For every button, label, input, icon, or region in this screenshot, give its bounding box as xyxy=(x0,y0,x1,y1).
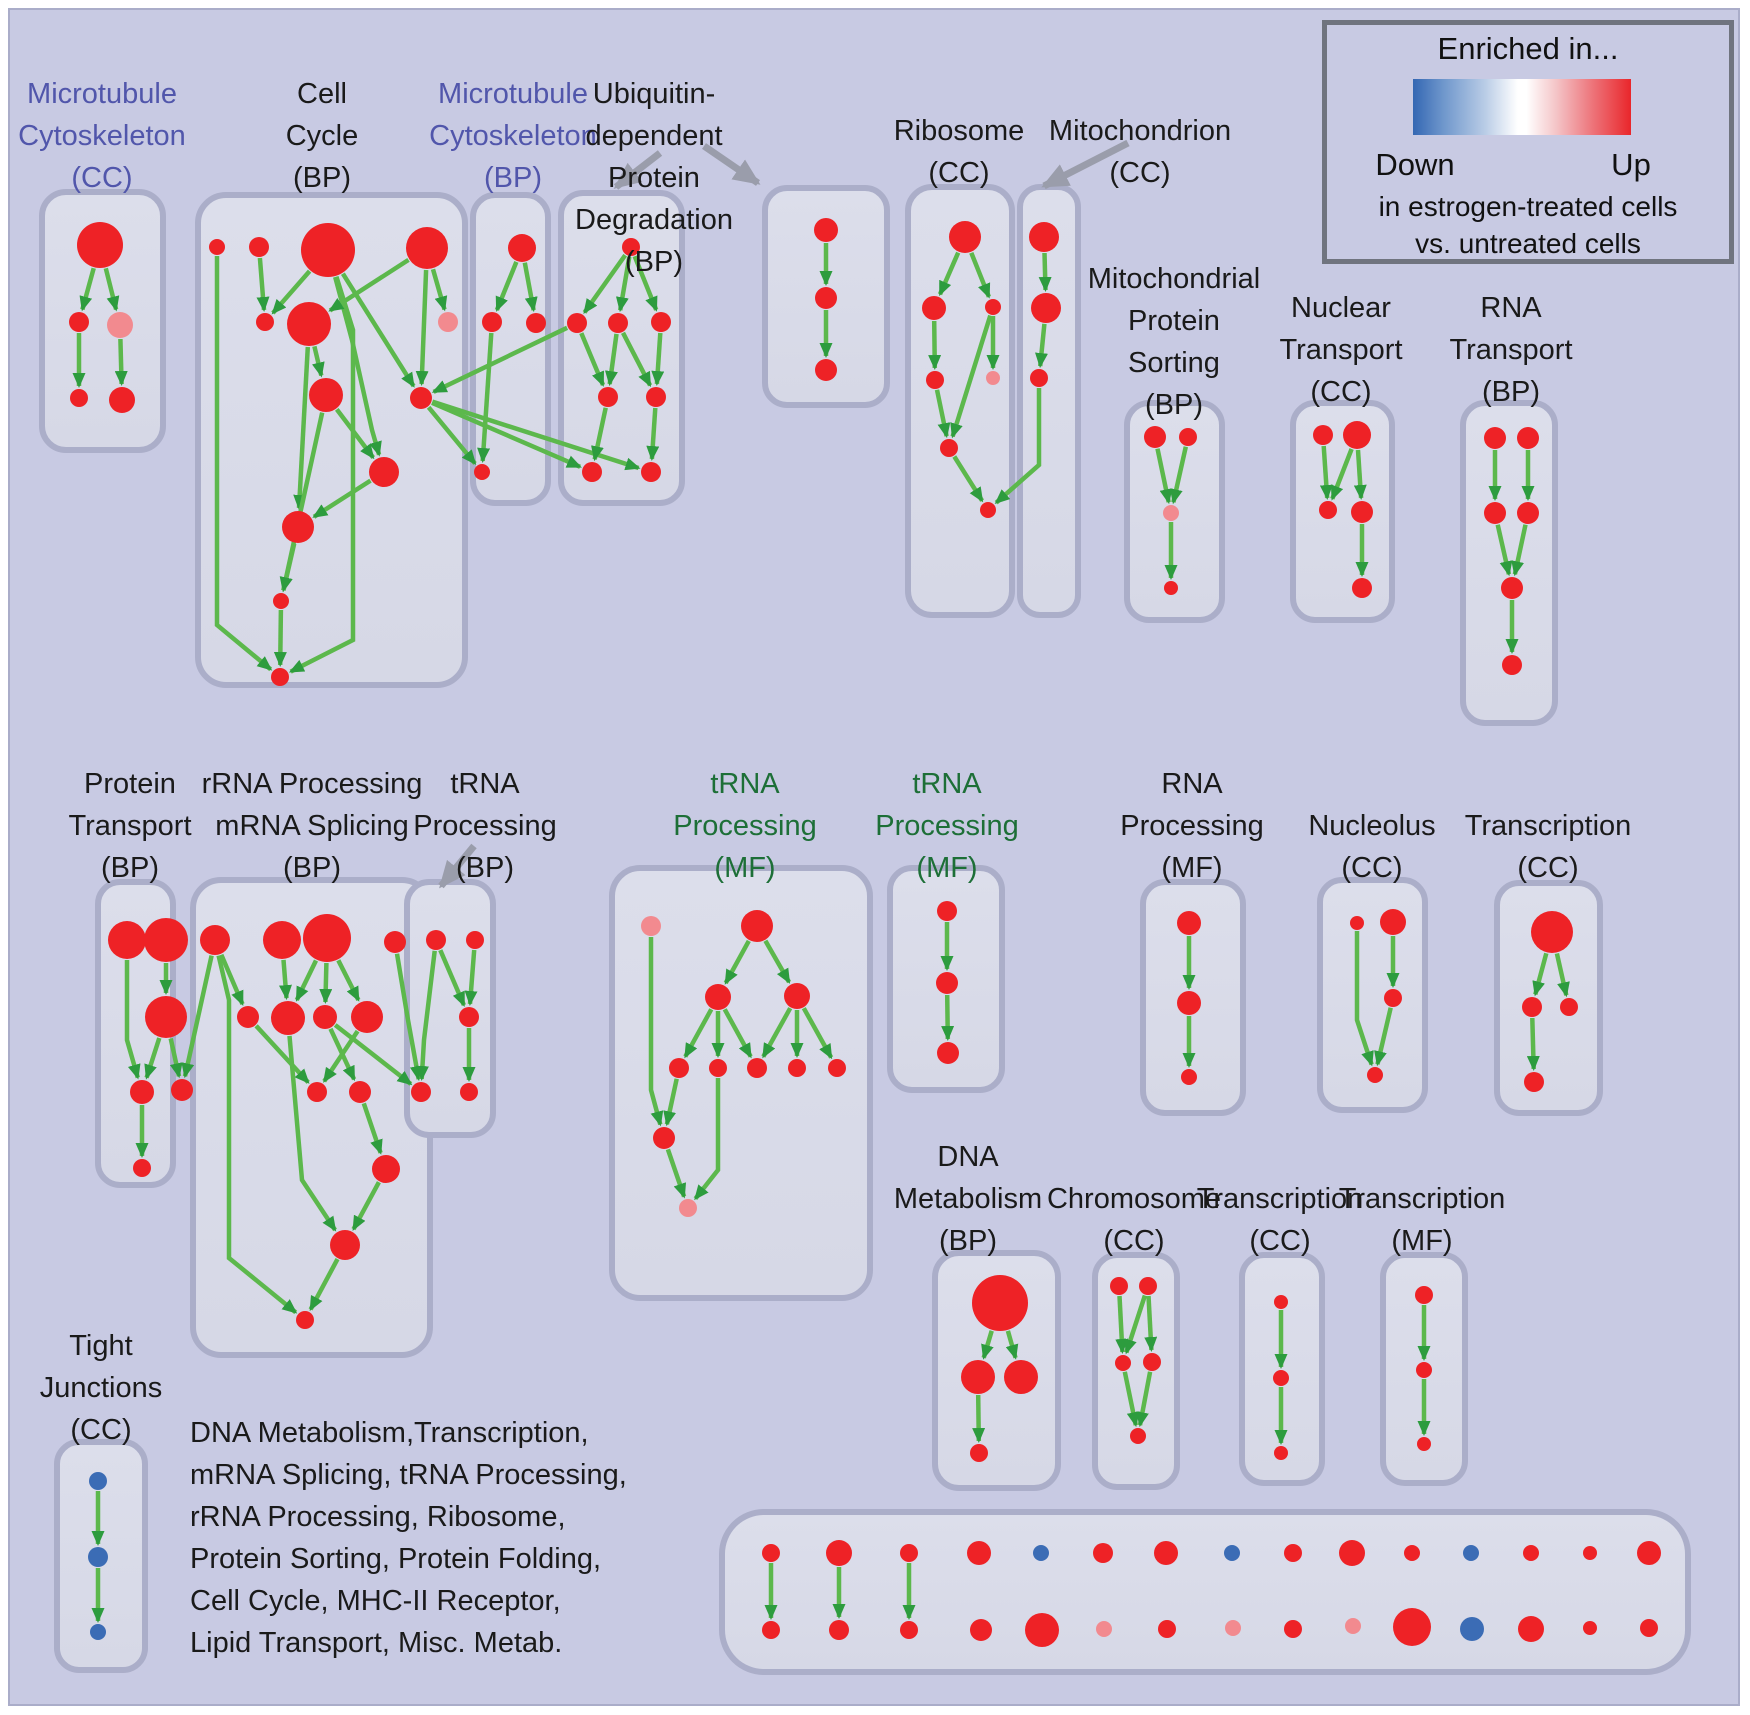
cluster-list-line: DNA Metabolism,Transcription, xyxy=(190,1417,589,1449)
node-ch3 xyxy=(1115,1355,1131,1371)
node-c3 xyxy=(301,223,355,277)
node-rt6 xyxy=(1502,655,1522,675)
node-pt2 xyxy=(144,918,188,962)
node-d4 xyxy=(970,1444,988,1462)
node-ch2 xyxy=(1139,1277,1157,1295)
edge-nt2-nt4 xyxy=(1358,450,1361,498)
node-w2 xyxy=(1416,1362,1432,1378)
node-nt3 xyxy=(1319,501,1337,519)
label-nuclear-transport-cc: Nuclear Transport (CC) xyxy=(1279,292,1403,408)
label-transcription-cc-mid: Transcription (CC) xyxy=(1464,810,1632,884)
node-tb4 xyxy=(411,1082,431,1102)
node-q2 xyxy=(1273,1370,1289,1386)
node-f2 xyxy=(741,910,773,942)
node-u8 xyxy=(641,462,661,482)
legend-subtitle-1: in estrogen-treated cells xyxy=(1378,191,1678,222)
node-w3 xyxy=(1417,1437,1431,1451)
node-v1 xyxy=(814,218,838,242)
node-d1 xyxy=(972,1275,1028,1331)
node-m4 xyxy=(474,464,490,480)
node-bw3t xyxy=(900,1544,918,1562)
node-bw9b xyxy=(1284,1620,1302,1638)
node-tb1 xyxy=(426,930,446,950)
cluster-list-line: Cell Cycle, MHC-II Receptor, xyxy=(190,1585,561,1617)
node-r5 xyxy=(986,371,1000,385)
legend-title: Enriched in... xyxy=(1437,31,1619,66)
legend xyxy=(1322,20,1734,264)
node-pt5 xyxy=(171,1079,193,1101)
node-a5 xyxy=(109,387,135,413)
node-f5 xyxy=(669,1058,689,1078)
node-m2 xyxy=(482,312,502,332)
node-bw2t xyxy=(826,1540,852,1566)
label-transcription-mf-bottom: Transcription (MF) xyxy=(1338,1183,1506,1257)
node-ru1 xyxy=(307,1082,327,1102)
node-bw15b xyxy=(1640,1619,1658,1637)
node-g2 xyxy=(936,972,958,994)
node-f7 xyxy=(747,1058,767,1078)
node-j2 xyxy=(1380,909,1406,935)
node-u5 xyxy=(598,387,618,407)
edge-r2-r4 xyxy=(934,321,935,368)
node-q1 xyxy=(1274,1295,1288,1309)
label-rna-transport-bp: RNA Transport (BP) xyxy=(1449,292,1573,408)
label-microtubule-cytoskeleton-cc: Microtubule Cytoskeleton (CC) xyxy=(18,78,186,194)
node-r2 xyxy=(922,296,946,320)
node-r7 xyxy=(980,502,996,518)
node-bw10t xyxy=(1339,1540,1365,1566)
node-bw13b xyxy=(1518,1616,1544,1642)
node-j1 xyxy=(1350,916,1364,930)
node-pt6 xyxy=(133,1159,151,1177)
node-z1 xyxy=(89,1472,107,1490)
node-h1 xyxy=(1177,911,1201,935)
node-c10 xyxy=(369,457,399,487)
legend-up-label: Up xyxy=(1611,147,1651,182)
node-r3 xyxy=(985,299,1001,315)
label-dna-metabolism-bp: DNA Metabolism (BP) xyxy=(893,1141,1043,1257)
node-bw8t xyxy=(1224,1545,1240,1561)
node-nt4 xyxy=(1351,501,1373,523)
node-c4 xyxy=(406,227,448,269)
node-t3 xyxy=(1030,369,1048,387)
node-r4 xyxy=(926,371,944,389)
node-d3 xyxy=(1004,1360,1038,1394)
node-bw9t xyxy=(1284,1544,1302,1562)
node-t2 xyxy=(1031,293,1061,323)
node-rr1 xyxy=(200,925,230,955)
edge-g2-g3 xyxy=(947,995,948,1039)
node-rt3 xyxy=(1484,502,1506,524)
label-microtubule-cytoskeleton-bp: Microtubule Cytoskeleton (BP) xyxy=(429,78,597,194)
box-nuclear-transport xyxy=(1293,403,1392,620)
node-f6 xyxy=(709,1059,727,1077)
node-g1 xyxy=(937,901,957,921)
node-rt2 xyxy=(1517,427,1539,449)
cluster-list-line: Protein Sorting, Protein Folding, xyxy=(190,1543,602,1575)
node-nt5 xyxy=(1352,578,1372,598)
label-ubiquitin-dependent-protein-degradation-bp: Ubiquitin- dependent Protein Degradation (BP) xyxy=(575,78,733,278)
node-u6 xyxy=(646,387,666,407)
node-u7 xyxy=(582,462,602,482)
legend-gradient-bar xyxy=(1413,79,1631,135)
node-r6 xyxy=(940,439,958,457)
label-mitochondrial-protein-sorting-bp: Mitochondrial Protein Sorting (BP) xyxy=(1087,263,1261,421)
node-bw3b xyxy=(900,1621,918,1639)
node-w1 xyxy=(1415,1286,1433,1304)
node-bw7b xyxy=(1158,1620,1176,1638)
node-bw4b xyxy=(970,1619,992,1641)
edge-d2-d4 xyxy=(978,1395,979,1441)
node-tb5 xyxy=(460,1083,478,1101)
node-rt5 xyxy=(1501,577,1523,599)
node-nt1 xyxy=(1313,425,1333,445)
node-v3 xyxy=(815,359,837,381)
node-bw12t xyxy=(1463,1545,1479,1561)
node-bw4t xyxy=(967,1541,991,1565)
node-rr3 xyxy=(303,914,351,962)
node-k4 xyxy=(1524,1072,1544,1092)
node-pt3 xyxy=(145,996,187,1038)
node-d2 xyxy=(961,1360,995,1394)
edge-k2-k4 xyxy=(1532,1018,1533,1069)
label-cell-cycle-bp: Cell Cycle (BP) xyxy=(285,78,359,194)
label-rna-processing-mf: RNA Processing (MF) xyxy=(1120,768,1264,884)
node-rx1 xyxy=(296,1311,314,1329)
node-m3 xyxy=(526,313,546,333)
node-rs3 xyxy=(313,1005,337,1029)
node-f4 xyxy=(784,983,810,1009)
edge-rr2-rs2 xyxy=(284,960,287,998)
label-chromosome-cc: Chromosome (CC) xyxy=(1046,1183,1222,1257)
node-bw2b xyxy=(829,1620,849,1640)
node-v2 xyxy=(815,287,837,309)
node-p1 xyxy=(1144,426,1166,448)
node-z2 xyxy=(88,1547,108,1567)
label-ribosome-cc: Ribosome (CC) xyxy=(893,115,1025,189)
node-p4 xyxy=(1164,581,1178,595)
edge-a3-a5 xyxy=(120,339,121,384)
node-f1 xyxy=(641,916,661,936)
node-bw14b xyxy=(1583,1621,1597,1635)
node-a3 xyxy=(107,312,133,338)
node-bw15t xyxy=(1637,1541,1661,1565)
node-bw6t xyxy=(1093,1543,1113,1563)
node-h2 xyxy=(1177,991,1201,1015)
node-k2 xyxy=(1522,997,1542,1017)
edge-rr3-rs3 xyxy=(325,963,326,1002)
node-j3 xyxy=(1384,989,1402,1007)
node-ch4 xyxy=(1143,1353,1161,1371)
node-z3 xyxy=(90,1624,106,1640)
node-pt4 xyxy=(130,1080,154,1104)
box-rna-transport xyxy=(1463,403,1555,723)
node-ch1 xyxy=(1110,1277,1128,1295)
box-bottom-row xyxy=(722,1512,1688,1672)
node-bw11t xyxy=(1404,1545,1420,1561)
node-ch5 xyxy=(1130,1428,1146,1444)
node-c5 xyxy=(256,313,274,331)
node-c7 xyxy=(438,312,458,332)
node-bw1b xyxy=(762,1621,780,1639)
node-ru2 xyxy=(349,1081,371,1103)
edge-ch2-ch4 xyxy=(1149,1296,1152,1350)
cluster-list-line: mRNA Splicing, tRNA Processing, xyxy=(190,1459,627,1491)
edge-c12-c13 xyxy=(280,610,281,665)
node-rs4 xyxy=(351,1001,383,1033)
node-rt4 xyxy=(1517,502,1539,524)
node-c13 xyxy=(271,668,289,686)
node-rv1 xyxy=(372,1155,400,1183)
node-u4 xyxy=(651,312,671,332)
node-bw8b xyxy=(1225,1620,1241,1636)
box-chromosome xyxy=(1095,1255,1177,1487)
node-bw5b xyxy=(1025,1613,1059,1647)
node-f3 xyxy=(705,984,731,1010)
node-rr2 xyxy=(263,921,301,959)
node-c2 xyxy=(249,237,269,257)
node-j4 xyxy=(1367,1067,1383,1083)
node-rs2 xyxy=(271,1001,305,1035)
node-f11 xyxy=(679,1199,697,1217)
label-transcription-cc-bottom: Transcription (CC) xyxy=(1196,1183,1364,1257)
node-f10 xyxy=(653,1127,675,1149)
box-mitochondrion xyxy=(1020,187,1078,615)
label-mitochondrion-cc: Mitochondrion (CC) xyxy=(1048,115,1232,189)
node-rs1 xyxy=(237,1006,259,1028)
node-h3 xyxy=(1181,1069,1197,1085)
node-bw7t xyxy=(1154,1541,1178,1565)
node-f9 xyxy=(828,1059,846,1077)
node-c9 xyxy=(410,387,432,409)
label-protein-transport-bp: Protein Transport (BP) xyxy=(68,768,192,884)
node-q3 xyxy=(1274,1446,1288,1460)
node-m1 xyxy=(508,234,536,262)
node-bw6b xyxy=(1096,1621,1112,1637)
node-bw14t xyxy=(1583,1546,1597,1560)
node-rt1 xyxy=(1484,427,1506,449)
node-g3 xyxy=(937,1042,959,1064)
node-tb3 xyxy=(459,1007,479,1027)
label-trna-processing-mf-large: tRNA Processing (MF) xyxy=(673,768,817,884)
node-k1 xyxy=(1531,911,1573,953)
node-p3 xyxy=(1163,505,1179,521)
legend-down-label: Down xyxy=(1375,147,1455,182)
node-tb2 xyxy=(466,931,484,949)
node-c11 xyxy=(282,511,314,543)
cluster-list-line: Lipid Transport, Misc. Metab. xyxy=(190,1627,563,1659)
label-rrna-processing-mrna-splicing-bp: rRNA Processing mRNA Splicing (BP) xyxy=(201,768,423,884)
node-t1 xyxy=(1029,222,1059,252)
label-nucleolus-cc: Nucleolus (CC) xyxy=(1308,810,1436,884)
node-rr4 xyxy=(384,931,406,953)
node-f8 xyxy=(788,1059,806,1077)
node-rw1 xyxy=(330,1230,360,1260)
node-bw11b xyxy=(1393,1608,1431,1646)
edge-t1-t2 xyxy=(1045,253,1046,290)
node-c8 xyxy=(309,378,343,412)
node-a2 xyxy=(69,312,89,332)
node-pt1 xyxy=(108,921,146,959)
cluster-list-text xyxy=(190,1412,627,1664)
node-a4 xyxy=(70,389,88,407)
node-p2 xyxy=(1179,428,1197,446)
node-nt2 xyxy=(1343,421,1371,449)
node-a1 xyxy=(77,222,123,268)
node-bw10b xyxy=(1345,1618,1361,1634)
node-u3 xyxy=(608,313,628,333)
node-bw5t xyxy=(1033,1545,1049,1561)
label-trna-processing-bp: tRNA Processing (BP) xyxy=(413,768,557,884)
legend-subtitle-2: vs. untreated cells xyxy=(1415,228,1641,259)
node-bw13t xyxy=(1523,1545,1539,1561)
cluster-list-line: rRNA Processing, Ribosome, xyxy=(190,1501,566,1533)
label-tight-junctions-cc: Tight Junctions (CC) xyxy=(39,1330,163,1446)
node-u2 xyxy=(567,313,587,333)
node-bw1t xyxy=(762,1544,780,1562)
node-c12 xyxy=(273,593,289,609)
label-trna-processing-mf-small: tRNA Processing (MF) xyxy=(875,768,1019,884)
node-c1 xyxy=(209,239,225,255)
node-r1 xyxy=(949,221,981,253)
node-c6 xyxy=(287,302,331,346)
node-k3 xyxy=(1560,998,1578,1016)
edge-ch1-ch3 xyxy=(1120,1296,1123,1352)
node-bw12b xyxy=(1460,1617,1484,1641)
